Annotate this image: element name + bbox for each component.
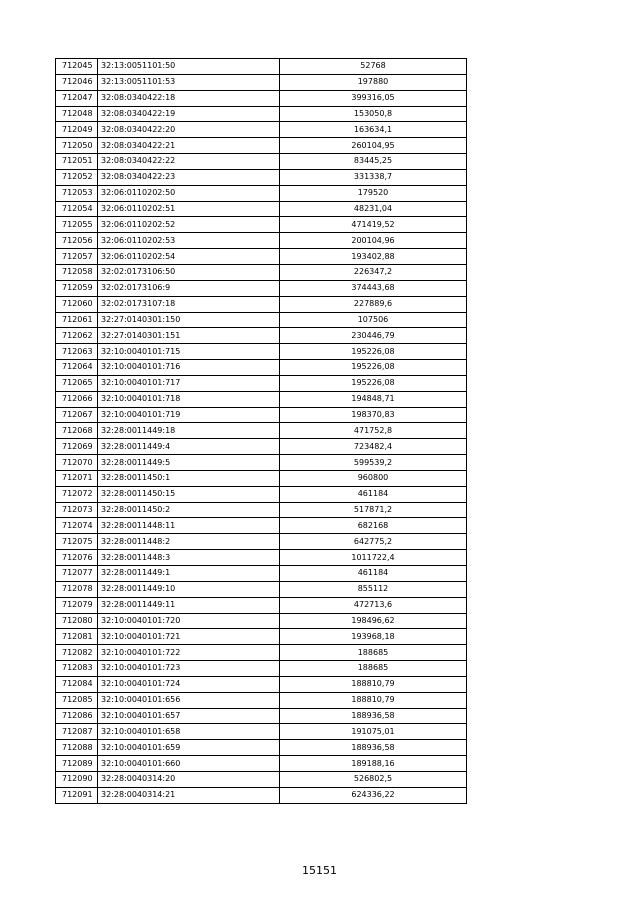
cadastral-number-cell: 32:06:0110202:52	[98, 217, 280, 233]
value-cell: 226347,2	[280, 264, 467, 280]
table-row	[56, 740, 467, 756]
value-cell: 855112	[280, 581, 467, 597]
row-id-cell: 712058	[56, 264, 98, 280]
table-row	[56, 470, 467, 486]
value-cell: 188936,58	[280, 708, 467, 724]
row-id-cell: 712075	[56, 534, 98, 550]
table-row	[56, 280, 467, 296]
row-id-cell: 712069	[56, 439, 98, 455]
cadastral-number-cell: 32:06:0110202:54	[98, 249, 280, 265]
table-row	[56, 534, 467, 550]
row-id-cell: 712064	[56, 360, 98, 376]
row-id-cell: 712076	[56, 550, 98, 566]
cadastral-number-cell: 32:28:0011449:18	[98, 423, 280, 439]
table-row	[56, 676, 467, 692]
value-cell: 48231,04	[280, 201, 467, 217]
value-cell: 188810,79	[280, 692, 467, 708]
row-id-cell: 712085	[56, 692, 98, 708]
cadastral-number-cell: 32:28:0011449:1	[98, 566, 280, 582]
value-cell: 471419,52	[280, 217, 467, 233]
value-cell: 195226,08	[280, 375, 467, 391]
cadastral-number-cell: 32:06:0110202:53	[98, 233, 280, 249]
table-row	[56, 217, 467, 233]
cadastral-number-cell: 32:02:0173106:50	[98, 264, 280, 280]
row-id-cell: 712088	[56, 740, 98, 756]
cadastral-number-cell: 32:08:0340422:23	[98, 169, 280, 185]
row-id-cell: 712090	[56, 771, 98, 787]
table-row	[56, 661, 467, 677]
row-id-cell: 712070	[56, 455, 98, 471]
table-row	[56, 154, 467, 170]
value-cell: 399316,05	[280, 90, 467, 106]
table-row	[56, 502, 467, 518]
table-row	[56, 724, 467, 740]
value-cell: 461184	[280, 486, 467, 502]
cadastral-number-cell: 32:10:0040101:720	[98, 613, 280, 629]
value-cell: 188810,79	[280, 676, 467, 692]
row-id-cell: 712091	[56, 787, 98, 803]
cadastral-number-cell: 32:10:0040101:658	[98, 724, 280, 740]
value-cell: 163634,1	[280, 122, 467, 138]
value-cell: 331338,7	[280, 169, 467, 185]
row-id-cell: 712060	[56, 296, 98, 312]
value-cell: 153050,8	[280, 106, 467, 122]
value-cell: 723482,4	[280, 439, 467, 455]
cadastral-number-cell: 32:27:0140301:150	[98, 312, 280, 328]
table-body	[56, 59, 467, 804]
row-id-cell: 712055	[56, 217, 98, 233]
table-row	[56, 581, 467, 597]
table-row	[56, 613, 467, 629]
cadastral-number-cell: 32:10:0040101:721	[98, 629, 280, 645]
cadastral-number-cell: 32:28:0011448:2	[98, 534, 280, 550]
cadastral-number-cell: 32:28:0040314:21	[98, 787, 280, 803]
cadastral-number-cell: 32:10:0040101:722	[98, 645, 280, 661]
value-cell: 198370,83	[280, 407, 467, 423]
row-id-cell: 712078	[56, 581, 98, 597]
value-cell: 624336,22	[280, 787, 467, 803]
row-id-cell: 712072	[56, 486, 98, 502]
cadastral-number-cell: 32:08:0340422:22	[98, 154, 280, 170]
cadastral-number-cell: 32:08:0340422:21	[98, 138, 280, 154]
table-row	[56, 629, 467, 645]
value-cell: 374443,68	[280, 280, 467, 296]
cadastral-number-cell: 32:10:0040101:719	[98, 407, 280, 423]
row-id-cell: 712079	[56, 597, 98, 613]
value-cell: 83445,25	[280, 154, 467, 170]
table-row	[56, 90, 467, 106]
row-id-cell: 712057	[56, 249, 98, 265]
cadastral-number-cell: 32:10:0040101:724	[98, 676, 280, 692]
table-row	[56, 360, 467, 376]
cadastral-number-cell: 32:10:0040101:657	[98, 708, 280, 724]
cadastral-number-cell: 32:08:0340422:20	[98, 122, 280, 138]
value-cell: 1011722,4	[280, 550, 467, 566]
table-row	[56, 645, 467, 661]
table-row	[56, 328, 467, 344]
cadastral-number-cell: 32:27:0140301:151	[98, 328, 280, 344]
table-row	[56, 344, 467, 360]
table-row	[56, 264, 467, 280]
row-id-cell: 712052	[56, 169, 98, 185]
value-cell: 642775,2	[280, 534, 467, 550]
cadastral-number-cell: 32:10:0040101:723	[98, 661, 280, 677]
value-cell: 260104,95	[280, 138, 467, 154]
cadastral-number-cell: 32:10:0040101:716	[98, 360, 280, 376]
table-row	[56, 597, 467, 613]
table-row	[56, 233, 467, 249]
page-number: 15151	[302, 864, 337, 877]
value-cell: 200104,96	[280, 233, 467, 249]
table-row	[56, 296, 467, 312]
row-id-cell: 712082	[56, 645, 98, 661]
row-id-cell: 712084	[56, 676, 98, 692]
table-row	[56, 518, 467, 534]
row-id-cell: 712047	[56, 90, 98, 106]
row-id-cell: 712089	[56, 756, 98, 772]
row-id-cell: 712077	[56, 566, 98, 582]
row-id-cell: 712048	[56, 106, 98, 122]
value-cell: 960800	[280, 470, 467, 486]
table-row	[56, 185, 467, 201]
table-row	[56, 455, 467, 471]
value-cell: 471752,8	[280, 423, 467, 439]
cadastral-value-table	[55, 58, 467, 804]
cadastral-number-cell: 32:28:0011449:11	[98, 597, 280, 613]
value-cell: 193402,88	[280, 249, 467, 265]
row-id-cell: 712059	[56, 280, 98, 296]
value-cell: 188685	[280, 645, 467, 661]
value-cell: 194848,71	[280, 391, 467, 407]
table-row	[56, 249, 467, 265]
table-row	[56, 312, 467, 328]
table-row	[56, 106, 467, 122]
row-id-cell: 712086	[56, 708, 98, 724]
row-id-cell: 712080	[56, 613, 98, 629]
row-id-cell: 712083	[56, 661, 98, 677]
row-id-cell: 712046	[56, 74, 98, 90]
value-cell: 195226,08	[280, 344, 467, 360]
table-row	[56, 407, 467, 423]
row-id-cell: 712071	[56, 470, 98, 486]
table-row	[56, 59, 467, 75]
cadastral-number-cell: 32:28:0011448:3	[98, 550, 280, 566]
row-id-cell: 712068	[56, 423, 98, 439]
cadastral-number-cell: 32:10:0040101:660	[98, 756, 280, 772]
value-cell: 230446,79	[280, 328, 467, 344]
row-id-cell: 712081	[56, 629, 98, 645]
value-cell: 599539,2	[280, 455, 467, 471]
cadastral-number-cell: 32:02:0173107:18	[98, 296, 280, 312]
table-row	[56, 391, 467, 407]
value-cell: 682168	[280, 518, 467, 534]
value-cell: 197880	[280, 74, 467, 90]
cadastral-number-cell: 32:06:0110202:51	[98, 201, 280, 217]
cadastral-number-cell: 32:28:0011450:2	[98, 502, 280, 518]
cadastral-number-cell: 32:10:0040101:715	[98, 344, 280, 360]
row-id-cell: 712049	[56, 122, 98, 138]
row-id-cell: 712050	[56, 138, 98, 154]
cadastral-number-cell: 32:10:0040101:717	[98, 375, 280, 391]
value-cell: 472713,6	[280, 597, 467, 613]
row-id-cell: 712065	[56, 375, 98, 391]
row-id-cell: 712066	[56, 391, 98, 407]
value-cell: 189188,16	[280, 756, 467, 772]
table-row	[56, 122, 467, 138]
table-row	[56, 169, 467, 185]
table-row	[56, 74, 467, 90]
table-row	[56, 566, 467, 582]
value-cell: 198496,62	[280, 613, 467, 629]
cadastral-number-cell: 32:10:0040101:718	[98, 391, 280, 407]
row-id-cell: 712053	[56, 185, 98, 201]
row-id-cell: 712087	[56, 724, 98, 740]
cadastral-number-cell: 32:10:0040101:656	[98, 692, 280, 708]
cadastral-number-cell: 32:28:0011450:1	[98, 470, 280, 486]
table-row	[56, 423, 467, 439]
cadastral-number-cell: 32:28:0011449:5	[98, 455, 280, 471]
value-cell: 227889,6	[280, 296, 467, 312]
value-cell: 107506	[280, 312, 467, 328]
table-row	[56, 439, 467, 455]
table-row	[56, 771, 467, 787]
cadastral-number-cell: 32:08:0340422:18	[98, 90, 280, 106]
value-cell: 191075,01	[280, 724, 467, 740]
row-id-cell: 712073	[56, 502, 98, 518]
value-cell: 188936,58	[280, 740, 467, 756]
table-row	[56, 375, 467, 391]
value-cell: 179520	[280, 185, 467, 201]
table-row	[56, 692, 467, 708]
table-row	[56, 708, 467, 724]
row-id-cell: 712051	[56, 154, 98, 170]
table-row	[56, 787, 467, 803]
cadastral-number-cell: 32:13:0051101:50	[98, 59, 280, 75]
table-row	[56, 756, 467, 772]
cadastral-number-cell: 32:28:0011449:4	[98, 439, 280, 455]
value-cell: 517871,2	[280, 502, 467, 518]
value-cell: 52768	[280, 59, 467, 75]
row-id-cell: 712074	[56, 518, 98, 534]
value-cell: 195226,08	[280, 360, 467, 376]
table-row	[56, 550, 467, 566]
table-row	[56, 486, 467, 502]
row-id-cell: 712061	[56, 312, 98, 328]
value-cell: 188685	[280, 661, 467, 677]
row-id-cell: 712045	[56, 59, 98, 75]
row-id-cell: 712067	[56, 407, 98, 423]
cadastral-number-cell: 32:28:0040314:20	[98, 771, 280, 787]
table-row	[56, 138, 467, 154]
cadastral-number-cell: 32:13:0051101:53	[98, 74, 280, 90]
row-id-cell: 712063	[56, 344, 98, 360]
table-row	[56, 201, 467, 217]
value-cell: 193968,18	[280, 629, 467, 645]
value-cell: 461184	[280, 566, 467, 582]
cadastral-number-cell: 32:06:0110202:50	[98, 185, 280, 201]
cadastral-number-cell: 32:10:0040101:659	[98, 740, 280, 756]
cadastral-number-cell: 32:02:0173106:9	[98, 280, 280, 296]
cadastral-number-cell: 32:28:0011448:11	[98, 518, 280, 534]
row-id-cell: 712056	[56, 233, 98, 249]
row-id-cell: 712062	[56, 328, 98, 344]
value-cell: 526802,5	[280, 771, 467, 787]
row-id-cell: 712054	[56, 201, 98, 217]
cadastral-number-cell: 32:28:0011450:15	[98, 486, 280, 502]
cadastral-number-cell: 32:08:0340422:19	[98, 106, 280, 122]
cadastral-number-cell: 32:28:0011449:10	[98, 581, 280, 597]
